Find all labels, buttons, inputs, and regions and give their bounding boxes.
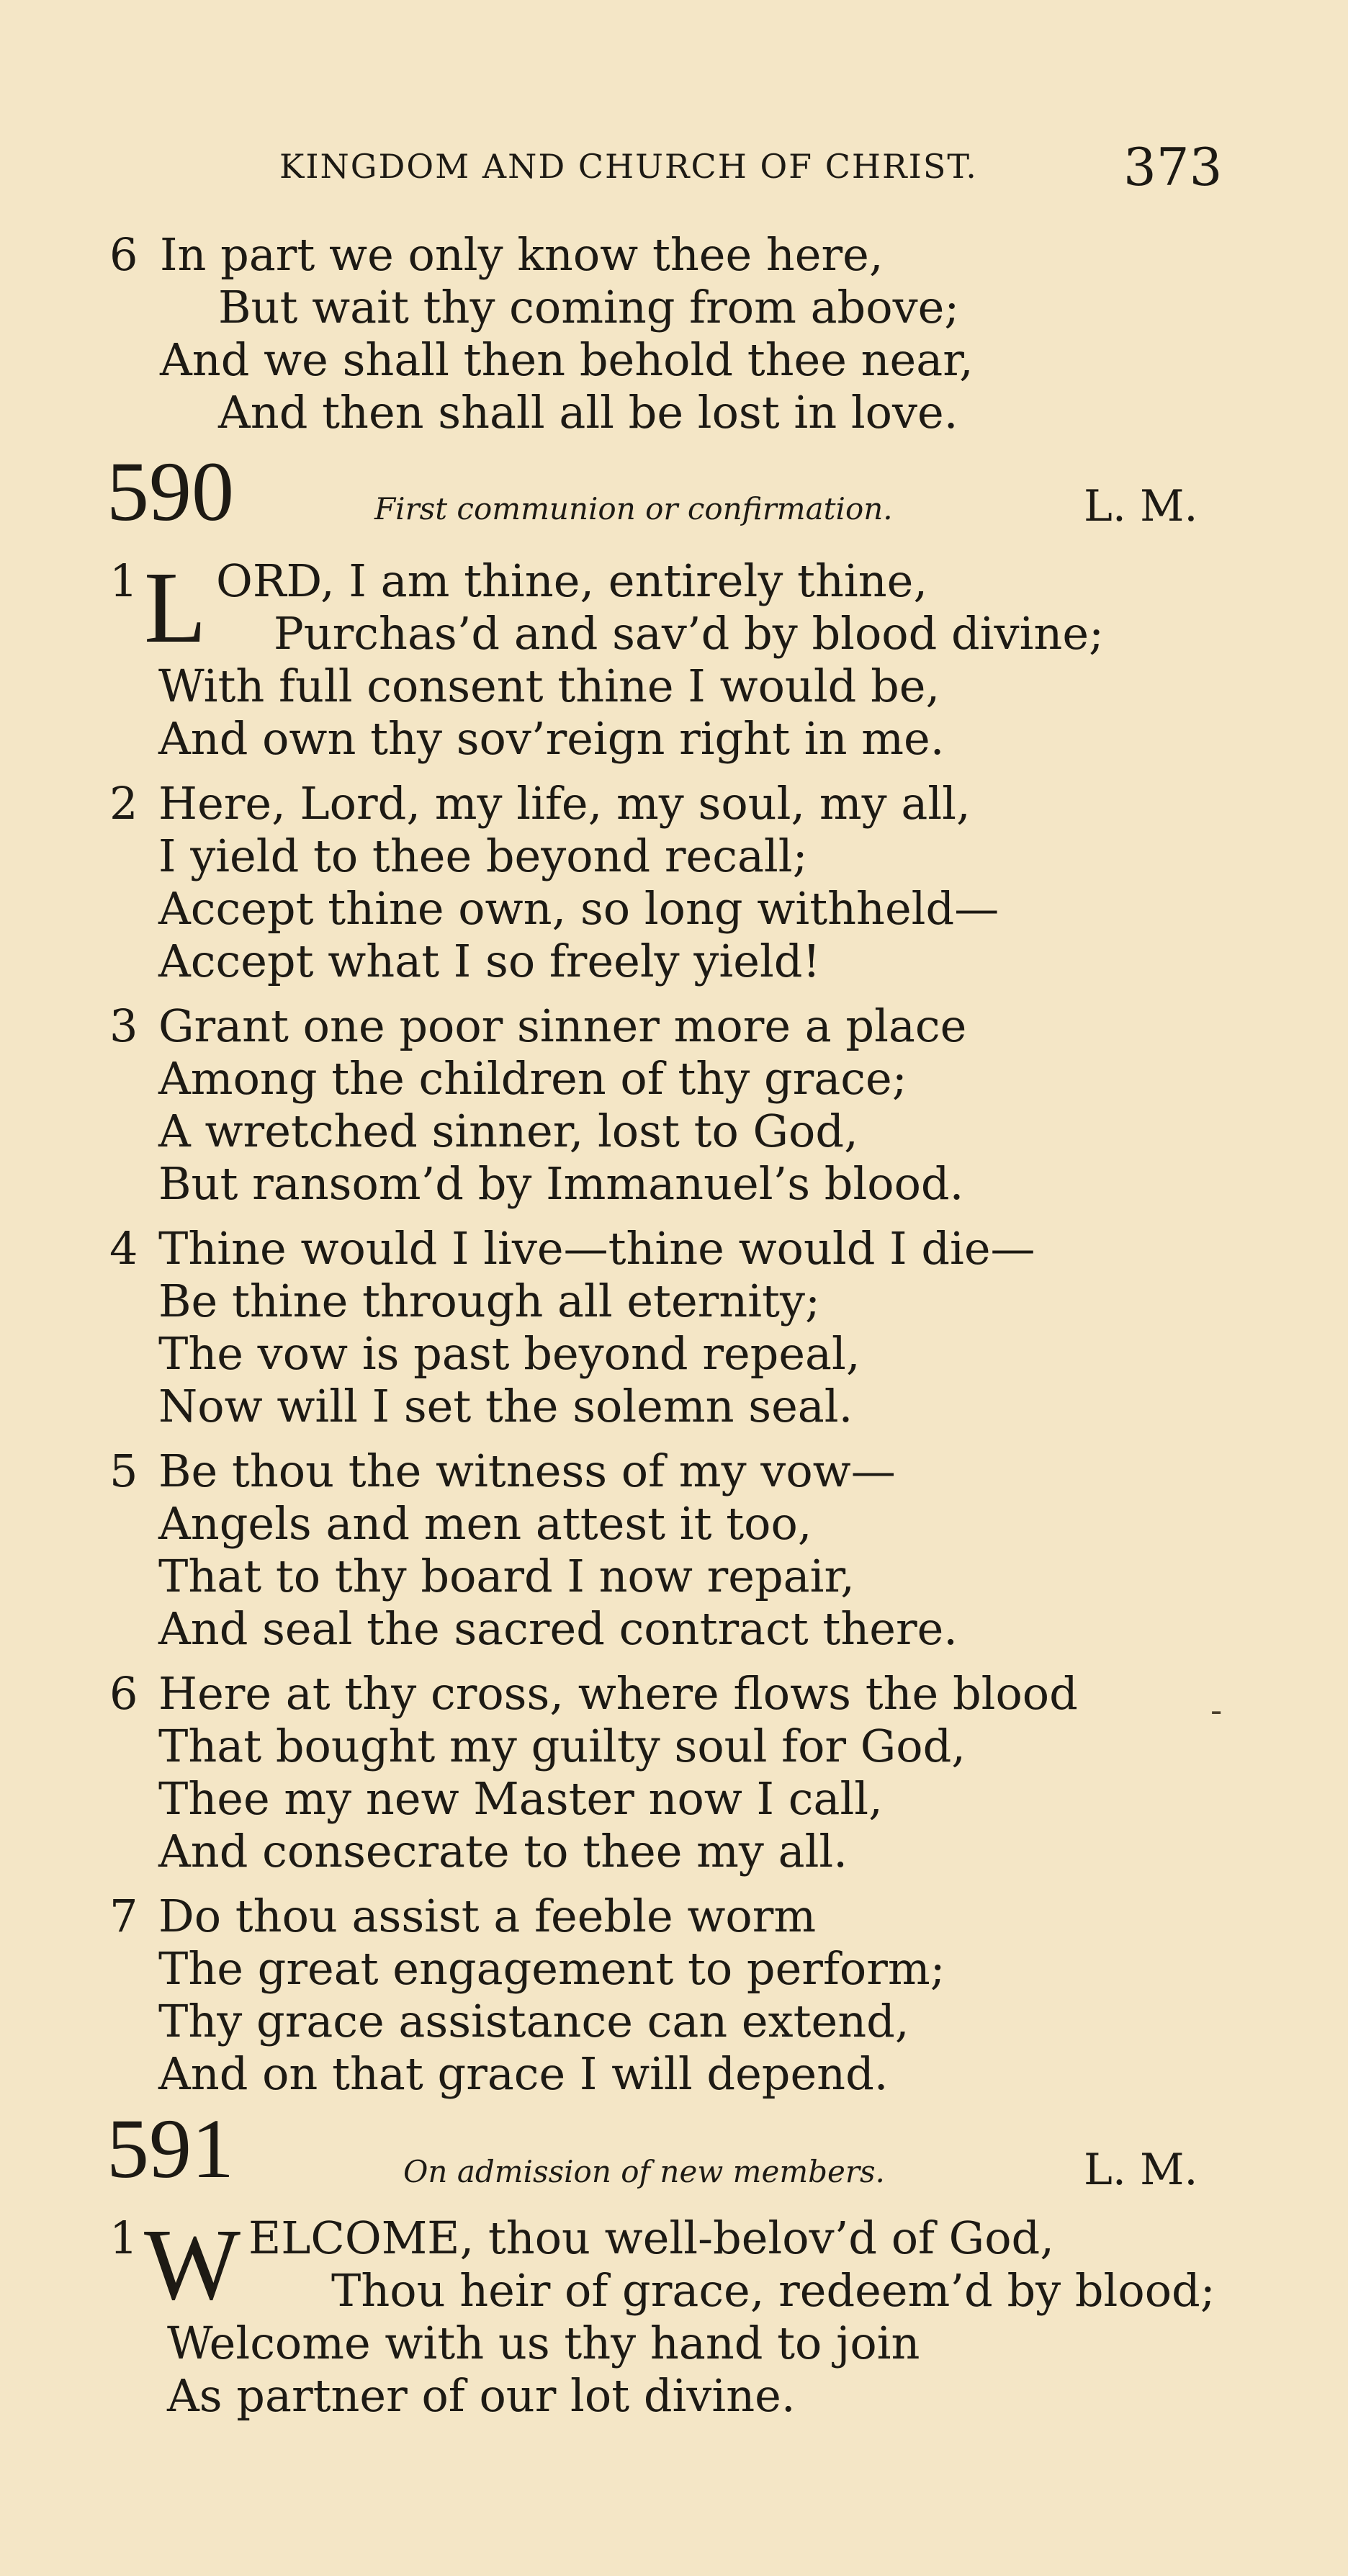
verse-line: And on that grace I will depend. <box>158 2047 889 2100</box>
verse-number: 7 <box>109 1890 138 1942</box>
verse-line: That bought my guilty soul for God, <box>158 1720 966 1772</box>
verse-line: Do thou assist a feeble worm <box>158 1890 817 1942</box>
verse-line: And then shall all be lost in love. <box>218 386 958 439</box>
verse-line: ORD, I am thine, entirely thine, <box>216 555 928 607</box>
verse-number: 3 <box>109 1000 138 1052</box>
drop-cap: L <box>144 550 207 664</box>
verse-line: Grant one poor sinner more a place <box>158 1000 967 1052</box>
verse-line: And own thy sov’reign right in me. <box>158 712 945 765</box>
verse-line: Here, Lord, my life, my soul, my all, <box>158 777 971 830</box>
hymn-title: On admission of new members. <box>403 2154 885 2189</box>
verse-line: With full consent thine I would be, <box>158 660 940 712</box>
verse-line: Thine would I live—thine would I die— <box>158 1222 1035 1275</box>
verse-number: 1 <box>109 555 138 607</box>
running-head: KINGDOM AND CHURCH OF CHRIST. <box>279 147 978 186</box>
page-header <box>0 137 1348 202</box>
verse-line: Be thine through all eternity; <box>158 1275 820 1327</box>
verse-line: A wretched sinner, lost to God, <box>158 1105 858 1157</box>
verse-line: Thee my new Master now I call, <box>158 1772 883 1825</box>
verse-number: 1 <box>109 2212 138 2264</box>
verse-line: Accept what I so freely yield! <box>158 935 821 987</box>
verse-line: Thou heir of grace, redeem’d by blood; <box>331 2264 1216 2317</box>
verse-line: Here at thy cross, where flows the blood <box>158 1667 1078 1720</box>
verse-number: 2 <box>109 777 138 830</box>
verse-number: 6 <box>109 1667 138 1720</box>
margin-mark: - <box>1210 1690 1223 1731</box>
verse-line: The vow is past beyond repeal, <box>158 1327 861 1380</box>
verse-line: Now will I set the solemn seal. <box>158 1380 853 1432</box>
page-number: 373 <box>1123 137 1223 197</box>
verse-line: Among the children of thy grace; <box>158 1052 907 1105</box>
verse-number: 6 <box>109 228 138 281</box>
verse-line: Thy grace assistance can extend, <box>158 1995 909 2047</box>
verse-line: Welcome with us thy hand to join <box>167 2317 920 2369</box>
verse-line: And consecrate to thee my all. <box>158 1825 848 1877</box>
verse-line: I yield to thee beyond recall; <box>158 830 808 882</box>
verse-line: The great engagement to perform; <box>158 1942 945 1995</box>
drop-cap: W <box>144 2207 241 2321</box>
verse-line: And we shall then behold thee near, <box>160 333 974 386</box>
verse-line: Purchas’d and sav’d by blood divine; <box>274 607 1104 660</box>
hymn-meter: L. M. <box>1084 2145 1198 2195</box>
hymn-number: 591 <box>107 2101 234 2196</box>
verse-line: But wait thy coming from above; <box>218 281 960 333</box>
verse-number: 4 <box>109 1222 138 1275</box>
verse-line: But ransom’d by Immanuel’s blood. <box>158 1157 964 1210</box>
verse-line: Accept thine own, so long withheld— <box>158 882 999 935</box>
verse-line: In part we only know thee here, <box>160 228 884 281</box>
verse-line: As partner of our lot divine. <box>167 2369 796 2422</box>
verse-line: And seal the sacred contract there. <box>158 1602 958 1655</box>
hymn-number: 590 <box>107 444 234 539</box>
verse-line: ELCOME, thou well-belov’d of God, <box>248 2212 1054 2264</box>
hymn-title: First communion or confirmation. <box>374 491 893 526</box>
verse-number: 5 <box>109 1445 138 1497</box>
verse-line: That to thy board I now repair, <box>158 1550 855 1602</box>
verse-line: Angels and men attest it too, <box>158 1497 812 1550</box>
verse-line: Be thou the witness of my vow— <box>158 1445 896 1497</box>
hymn-meter: L. M. <box>1084 481 1198 531</box>
